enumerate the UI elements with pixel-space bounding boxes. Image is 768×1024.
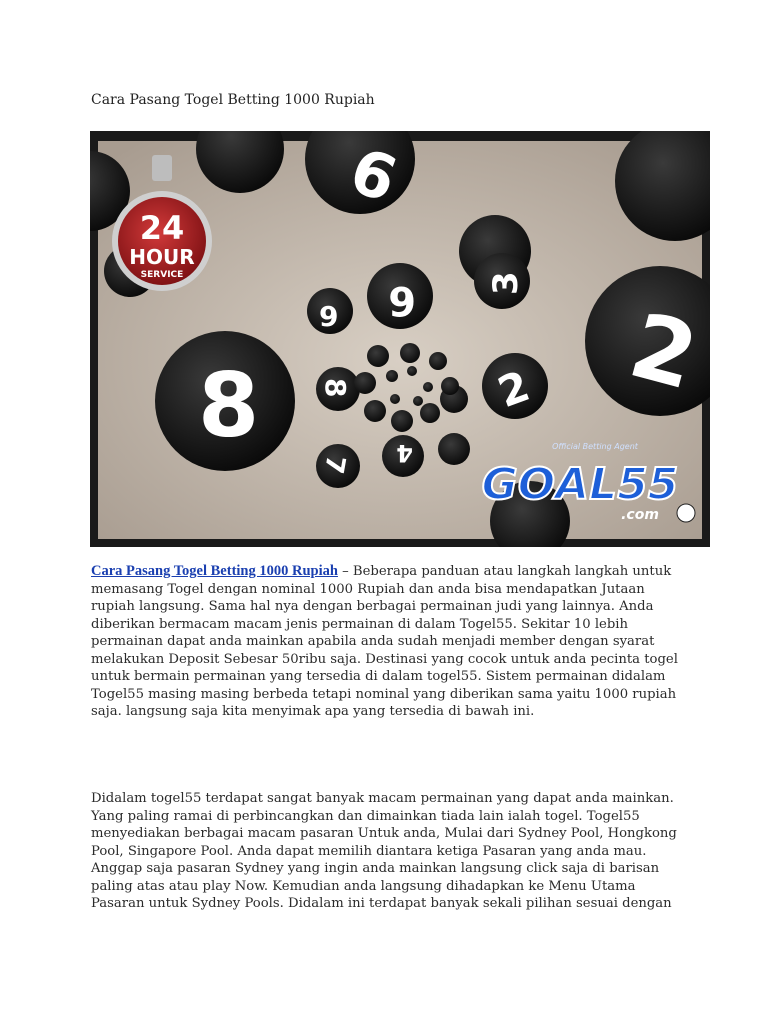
- svg-text:2: 2: [619, 292, 708, 411]
- number-spiral-illustration: [90, 131, 710, 547]
- svg-text:4: 4: [396, 439, 413, 467]
- svg-text:6: 6: [388, 277, 416, 323]
- article-title-link[interactable]: Cara Pasang Togel Betting 1000 Rupiah: [91, 563, 338, 579]
- intro-paragraph: [91, 563, 691, 721]
- svg-text:9: 9: [319, 300, 339, 333]
- svg-text:2: 2: [491, 361, 536, 418]
- svg-text:8: 8: [319, 378, 352, 398]
- second-paragraph: Didalam togel55 terdapat sangat banyak macam permainan yang dapat anda mainkan. Yang paling ramai di perbincangkan dan dimainkan tiada lain ialah togel. Togel55 menyediakan berbagai macam pasaran Untuk anda, Mulai dari Sydney Pool, Hongkong Pool, Singapore Pool. Anda dapat memilih diantara ketiga Pasaran yang anda mau. Anggap saja pasaran Sydney yang ingin anda mainkan langsung click saja di barisan paling atas atau play Now. Kemudian anda langsung dihadapkan ke Menu Utama Pasaran untuk Sydney Pools. Didalam ini terdapat banyak sekali pilihan sesuai dengan: [91, 791, 677, 911]
- svg-text:7: 7: [317, 452, 351, 476]
- svg-text:.com: .com: [621, 507, 659, 523]
- svg-text:3: 3: [486, 271, 526, 295]
- svg-text:24: 24: [139, 209, 185, 247]
- svg-text:GOAL55: GOAL55: [481, 459, 679, 510]
- hero-image: [90, 131, 710, 547]
- document-title: Cara Pasang Togel Betting 1000 Rupiah: [91, 92, 375, 108]
- svg-text:Official Betting Agent: Official Betting Agent: [552, 442, 638, 451]
- intro-paragraph-text: – Beberapa panduan atau langkah langkah untuk memasang Togel dengan nominal 1000 Rupiah dan anda bisa mendapatkan Jutaan rupiah langsung. Sama hal nya dengan berbagai permainan judi yang lainnya. Anda diberikan bermacam macam jenis permainan di dalam Togel55. Sekitar 10 lebih permainan dapat anda mainkan apabila anda sudah menjadi member dengan syarat melakukan Deposit Sebesar 50ribu saja. Destinasi yang cocok untuk anda pecinta togel untuk bermain permainan yang tersedia di dalam togel55. Sistem permainan didalam Togel55 masing masing berbeda tetapi nominal yang diberikan sama yaitu 1000 rupiah saja. langsung saja kita menyimak apa yang tersedia di bawah ini.: [91, 564, 678, 719]
- svg-text:SERVICE: SERVICE: [140, 270, 184, 280]
- svg-text:8: 8: [198, 354, 260, 457]
- svg-text:HOUR: HOUR: [129, 245, 195, 269]
- svg-text:6: 6: [340, 133, 407, 217]
